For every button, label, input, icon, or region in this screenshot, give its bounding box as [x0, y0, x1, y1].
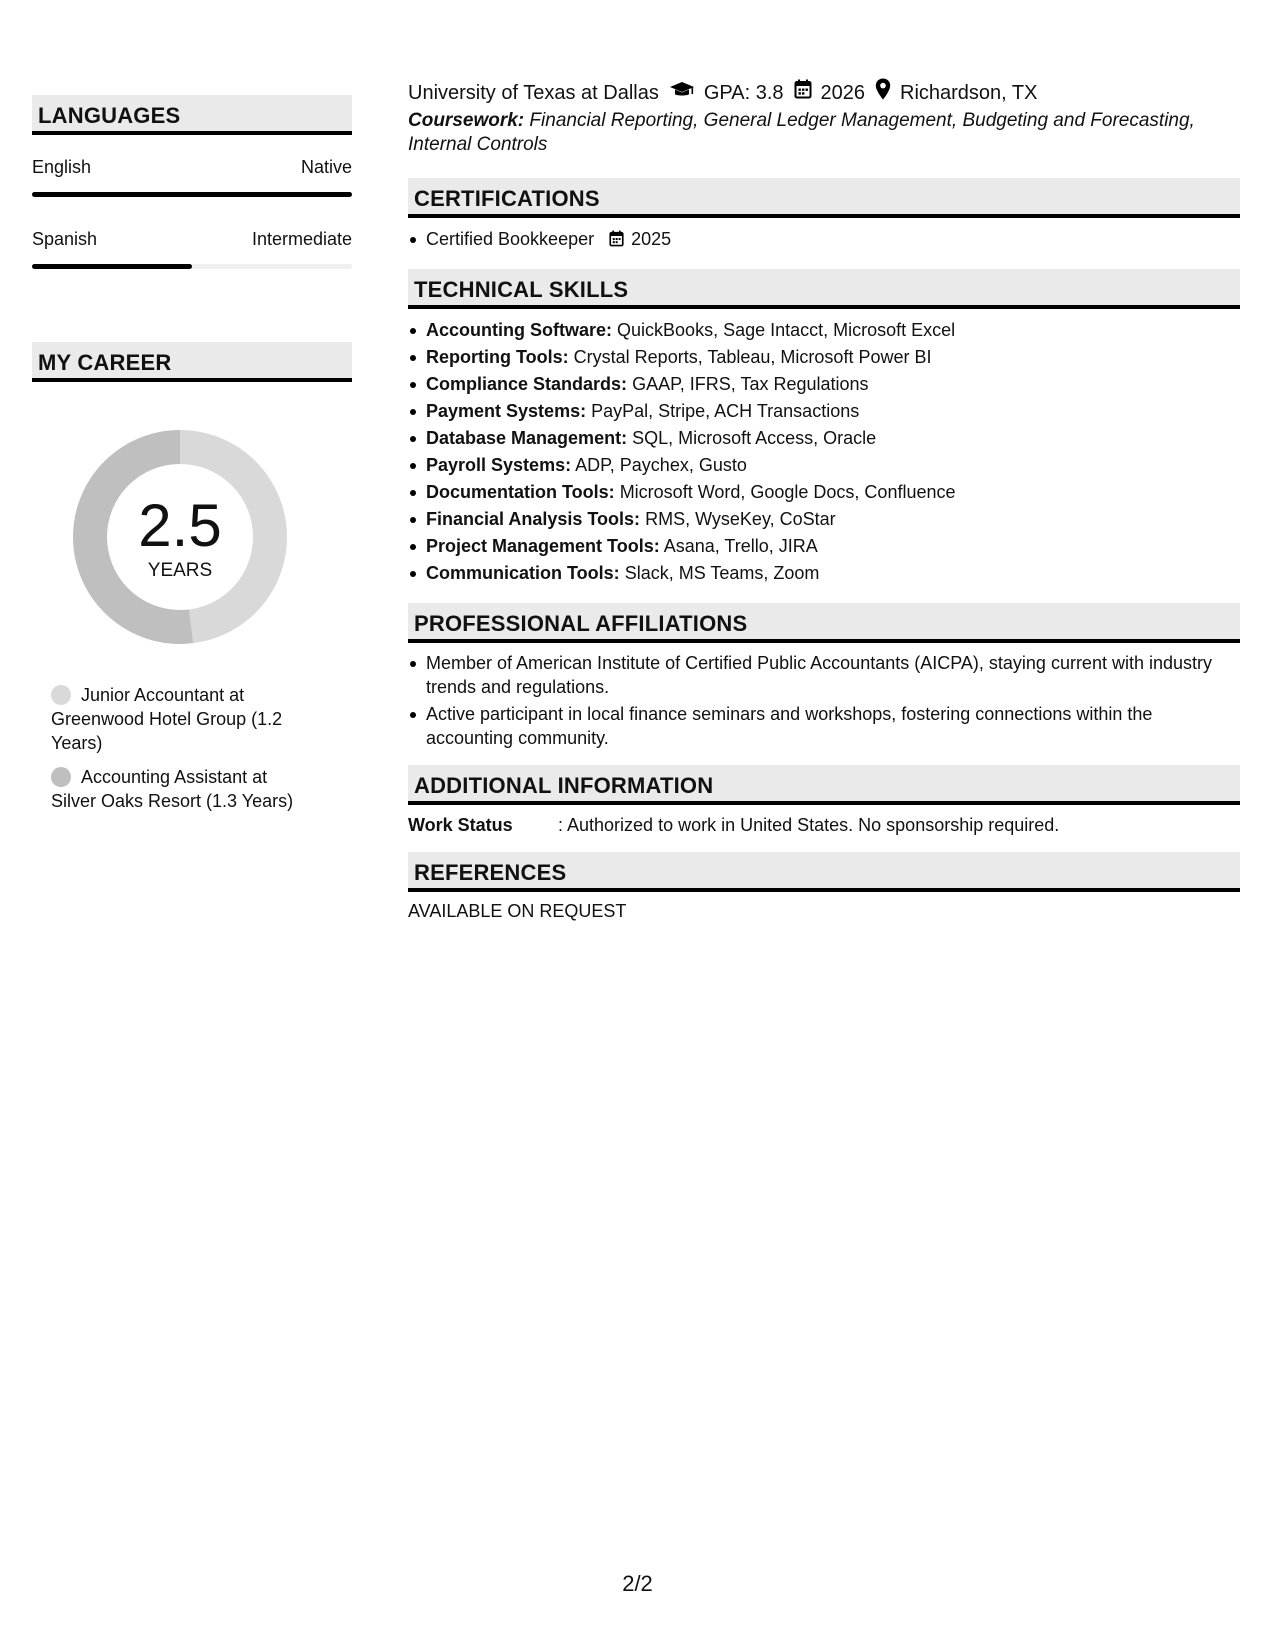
skill-label: Payroll Systems: [426, 455, 572, 475]
skill-label: Communication Tools: [426, 563, 620, 583]
skill-item [408, 479, 1240, 506]
languages-heading: LANGUAGES [32, 95, 352, 135]
career-donut-chart [67, 424, 293, 650]
career-legend-label: Junior Accountant at Greenwood Hotel Group (1.2 Years) [51, 685, 283, 753]
graduation-cap-icon [669, 79, 695, 107]
skill-item [408, 344, 1240, 371]
affiliation-item: Member of American Institute of Certified Public Accountants (AICPA), staying current with industry trends and regulations. [408, 651, 1240, 699]
skill-value: Slack, MS Teams, Zoom [624, 563, 820, 583]
location-pin-icon [875, 78, 891, 108]
skill-value: QuickBooks, Sage Intacct, Microsoft Excel [617, 320, 956, 340]
language-proficiency-fill [32, 192, 352, 197]
certification-name: Certified Bookkeeper [426, 229, 595, 249]
certifications-section [408, 178, 1240, 255]
skill-item [408, 560, 1240, 587]
additional-info-section [408, 765, 1240, 837]
language-name: Spanish [32, 229, 98, 249]
skill-label: Compliance Standards: [426, 374, 628, 394]
skill-item [408, 317, 1240, 344]
references-heading: REFERENCES [408, 852, 1240, 892]
skills-heading: TECHNICAL SKILLS [408, 269, 1240, 309]
education-location: Richardson, TX [900, 82, 1038, 104]
skill-label: Documentation Tools: [426, 482, 615, 502]
skill-value: Asana, Trello, JIRA [663, 536, 818, 556]
calendar-icon [609, 228, 624, 255]
coursework-label: Coursework: [408, 110, 525, 131]
skill-value: PayPal, Stripe, ACH Transactions [591, 401, 860, 421]
references-section [408, 852, 1240, 922]
page-number: 2/2 [622, 1571, 653, 1596]
skill-value: ADP, Paychex, Gusto [575, 455, 747, 475]
skill-value: RMS, WyseKey, CoStar [645, 509, 836, 529]
references-text: AVAILABLE ON REQUEST [408, 901, 627, 921]
graduation-year: 2026 [820, 82, 866, 104]
language-proficiency-fill [32, 264, 192, 269]
language-item [32, 157, 352, 197]
career-legend-item [51, 683, 311, 755]
skill-item [408, 371, 1240, 398]
skills-section [408, 269, 1240, 587]
affiliations-section [408, 603, 1240, 750]
skill-item [408, 398, 1240, 425]
skill-item [408, 506, 1240, 533]
education-line [408, 78, 1240, 108]
affiliations-list [408, 651, 1240, 750]
skill-label: Payment Systems: [426, 401, 587, 421]
skill-value: Crystal Reports, Tableau, Microsoft Power BI [573, 347, 932, 367]
skill-value: Microsoft Word, Google Docs, Confluence [619, 482, 956, 502]
work-status-value: : Authorized to work in United States. No sponsorship required. [558, 815, 1060, 835]
career-total-years: 2.5 [138, 492, 222, 559]
affiliations-heading: PROFESSIONAL AFFILIATIONS [408, 603, 1240, 643]
certifications-list [408, 226, 1240, 255]
legend-dot [51, 685, 71, 705]
coursework [408, 109, 1240, 157]
skill-label: Database Management: [426, 428, 628, 448]
career-legend-item [51, 765, 311, 813]
skill-label: Reporting Tools: [426, 347, 569, 367]
work-status-label: Work Status [408, 815, 513, 835]
language-name: English [32, 157, 92, 177]
language-level: Intermediate [251, 229, 352, 249]
sidebar [32, 95, 352, 813]
skill-item [408, 425, 1240, 452]
gpa: GPA: 3.8 [703, 82, 784, 104]
skill-label: Project Management Tools: [426, 536, 660, 556]
language-item [32, 229, 352, 269]
legend-dot [51, 767, 71, 787]
language-level: Native [300, 157, 352, 177]
coursework-text: Financial Reporting, General Ledger Management, Budgeting and Forecasting, Internal Controls [408, 110, 1195, 155]
skill-item [408, 533, 1240, 560]
skill-label: Financial Analysis Tools: [426, 509, 641, 529]
additional-info-heading: ADDITIONAL INFORMATION [408, 765, 1240, 805]
career-legend-label: Accounting Assistant at Silver Oaks Resort (1.3 Years) [51, 767, 294, 811]
calendar-icon [794, 79, 812, 107]
skills-list [408, 317, 1240, 587]
career-heading: MY CAREER [32, 342, 352, 382]
certification-item [408, 226, 1240, 255]
certifications-heading: CERTIFICATIONS [408, 178, 1240, 218]
language-proficiency-bar [32, 192, 352, 197]
skill-value: SQL, Microsoft Access, Oracle [632, 428, 877, 448]
school-name: University of Texas at Dallas [408, 82, 659, 104]
certification-year: 2025 [631, 229, 672, 249]
main-content [408, 78, 1240, 922]
career-legend [32, 683, 352, 813]
work-status-row [408, 813, 1240, 837]
skill-label: Accounting Software: [426, 320, 613, 340]
skill-value: GAAP, IFRS, Tax Regulations [632, 374, 869, 394]
language-proficiency-bar [32, 264, 352, 269]
skill-item [408, 452, 1240, 479]
career-total-unit: YEARS [147, 560, 213, 581]
affiliation-item: Active participant in local finance seminars and workshops, fostering connections within the accounting community. [408, 702, 1240, 750]
